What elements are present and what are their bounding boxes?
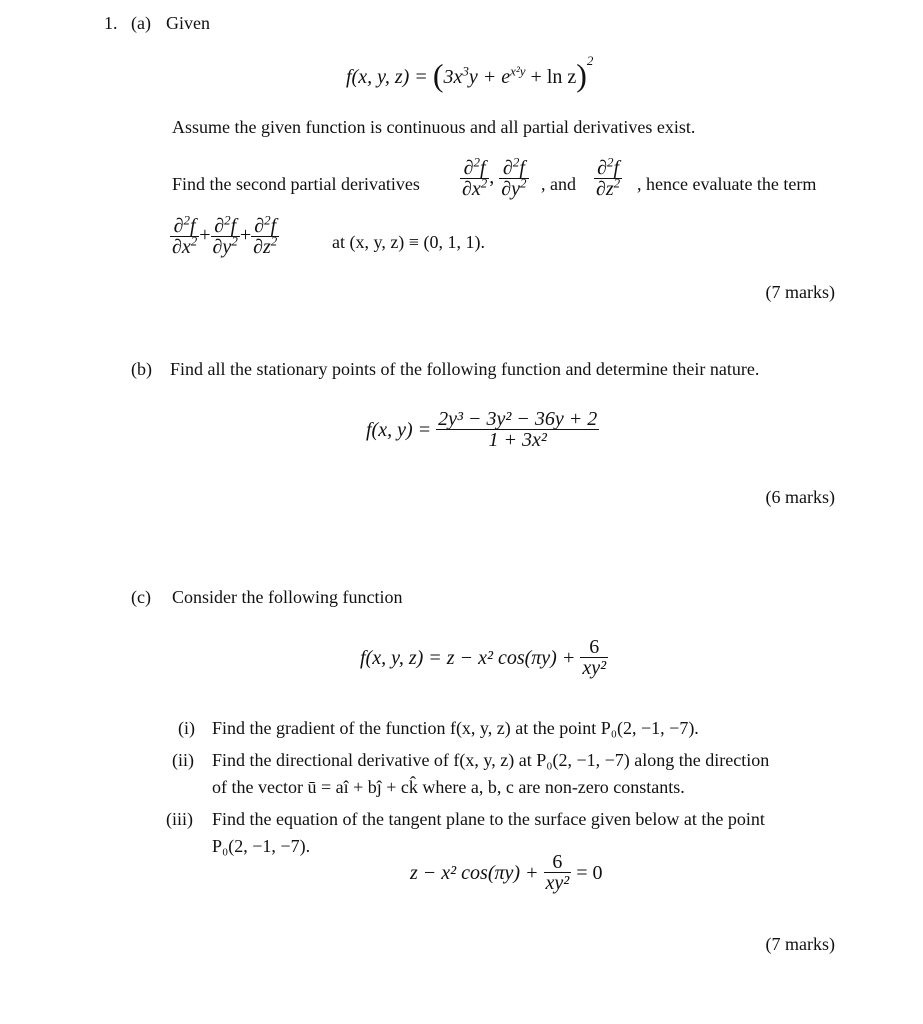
term-3x: 3x [443, 66, 463, 88]
function-a: f(x, y, $z) = (3x^3y + e^{x^2y} + \ln z)^2$ [346, 53, 594, 93]
function-c-frac-num: 6 [589, 636, 600, 658]
function-b-numerator: 2y³ − 3y² − 36y + 2 [438, 408, 598, 430]
surface-frac-num: 6 [552, 851, 563, 873]
function-c [360, 637, 608, 678]
find-text: Find the second partial derivatives [172, 174, 420, 194]
surface-frac-den: xy² [545, 872, 570, 894]
d2f-dy2: $\frac{\partial^2f}{\partial y^2}$ [501, 154, 527, 200]
part-a-label: (a) [131, 13, 151, 33]
c-i-label: (i) [178, 718, 195, 738]
function-a-lhs: f(x, y, z) = [346, 66, 428, 88]
assume-text: Assume the given function is continuous and all partial derivatives exist. [172, 117, 696, 137]
function-b-denominator: 1 + 3x² [436, 429, 599, 450]
part-c-text: Consider the following function [172, 587, 403, 607]
surface-rhs: = 0 [576, 862, 603, 885]
hence-text: , hence evaluate the term [637, 174, 817, 194]
surface-equation [410, 852, 603, 893]
function-b-lhs: f(x, y) = [366, 419, 432, 442]
c-iii-text-2: P₀(2, −1, −7). [212, 836, 311, 856]
part-b-text: Find all the stationary points of the following function and determine their nature. [170, 359, 760, 379]
laplacian-sum: $\frac{\partial^2f}{\partial x^2}$ + $\frac{\partial^2f}{\partial y^2}$ + $\frac{\partial^2f}{\partial z^2}$ [172, 212, 278, 258]
d2f-dx2: $\frac{\partial^2f}{\partial x^2}$ [462, 154, 488, 200]
c-iii-text-1: Find the equation of the tangent plane to the surface given below at the point [212, 809, 765, 829]
surface-expr: z − x² cos(πy) + [410, 862, 539, 885]
part-a-intro: Given [166, 13, 210, 33]
partial-derivatives-list: $\frac{\partial^2f}{\partial x^2}$ , $\frac{\partial^2f}{\partial y^2}$ [462, 154, 527, 200]
c-iii-label: (iii) [166, 809, 193, 829]
marks-c: (7 marks) [765, 934, 835, 954]
c-ii-text-2: of the vector ū = aî + bĵ + ck̂ where a, b, c are non-zero constants. [212, 777, 685, 797]
marks-a: (7 marks) [765, 282, 835, 302]
c-ii-text-1: Find the directional derivative of f(x, y, z) at P₀(2, −1, −7) along the direction [212, 750, 770, 770]
function-c-expr: f(x, y, z) = z − x² cos(πy) + [360, 647, 576, 670]
term-y-e: y + e [468, 66, 511, 88]
term-ln-z: + ln z [525, 66, 577, 88]
eval-point: at (x, y, z) ≡ (0, 1, 1). [332, 232, 485, 252]
d2f-dz2: $\frac{\partial^2f}{\partial z^2}$ [596, 154, 621, 200]
c-i-text: Find the gradient of the function f(x, y, z) at the point P₀(2, −1, −7). [212, 718, 699, 738]
part-b-label: (b) [131, 359, 152, 379]
function-c-frac-den: xy² [582, 657, 607, 679]
exp-x2y: x²y [510, 63, 526, 79]
marks-b: (6 marks) [765, 487, 835, 507]
part-c-label: (c) [131, 587, 151, 607]
function-b [366, 409, 599, 450]
exp-3: 3 [462, 63, 469, 79]
exp-2: 2 [586, 53, 594, 69]
question-number: 1. [104, 13, 118, 33]
c-ii-label: (ii) [172, 750, 194, 770]
and-text: , and [541, 174, 576, 194]
